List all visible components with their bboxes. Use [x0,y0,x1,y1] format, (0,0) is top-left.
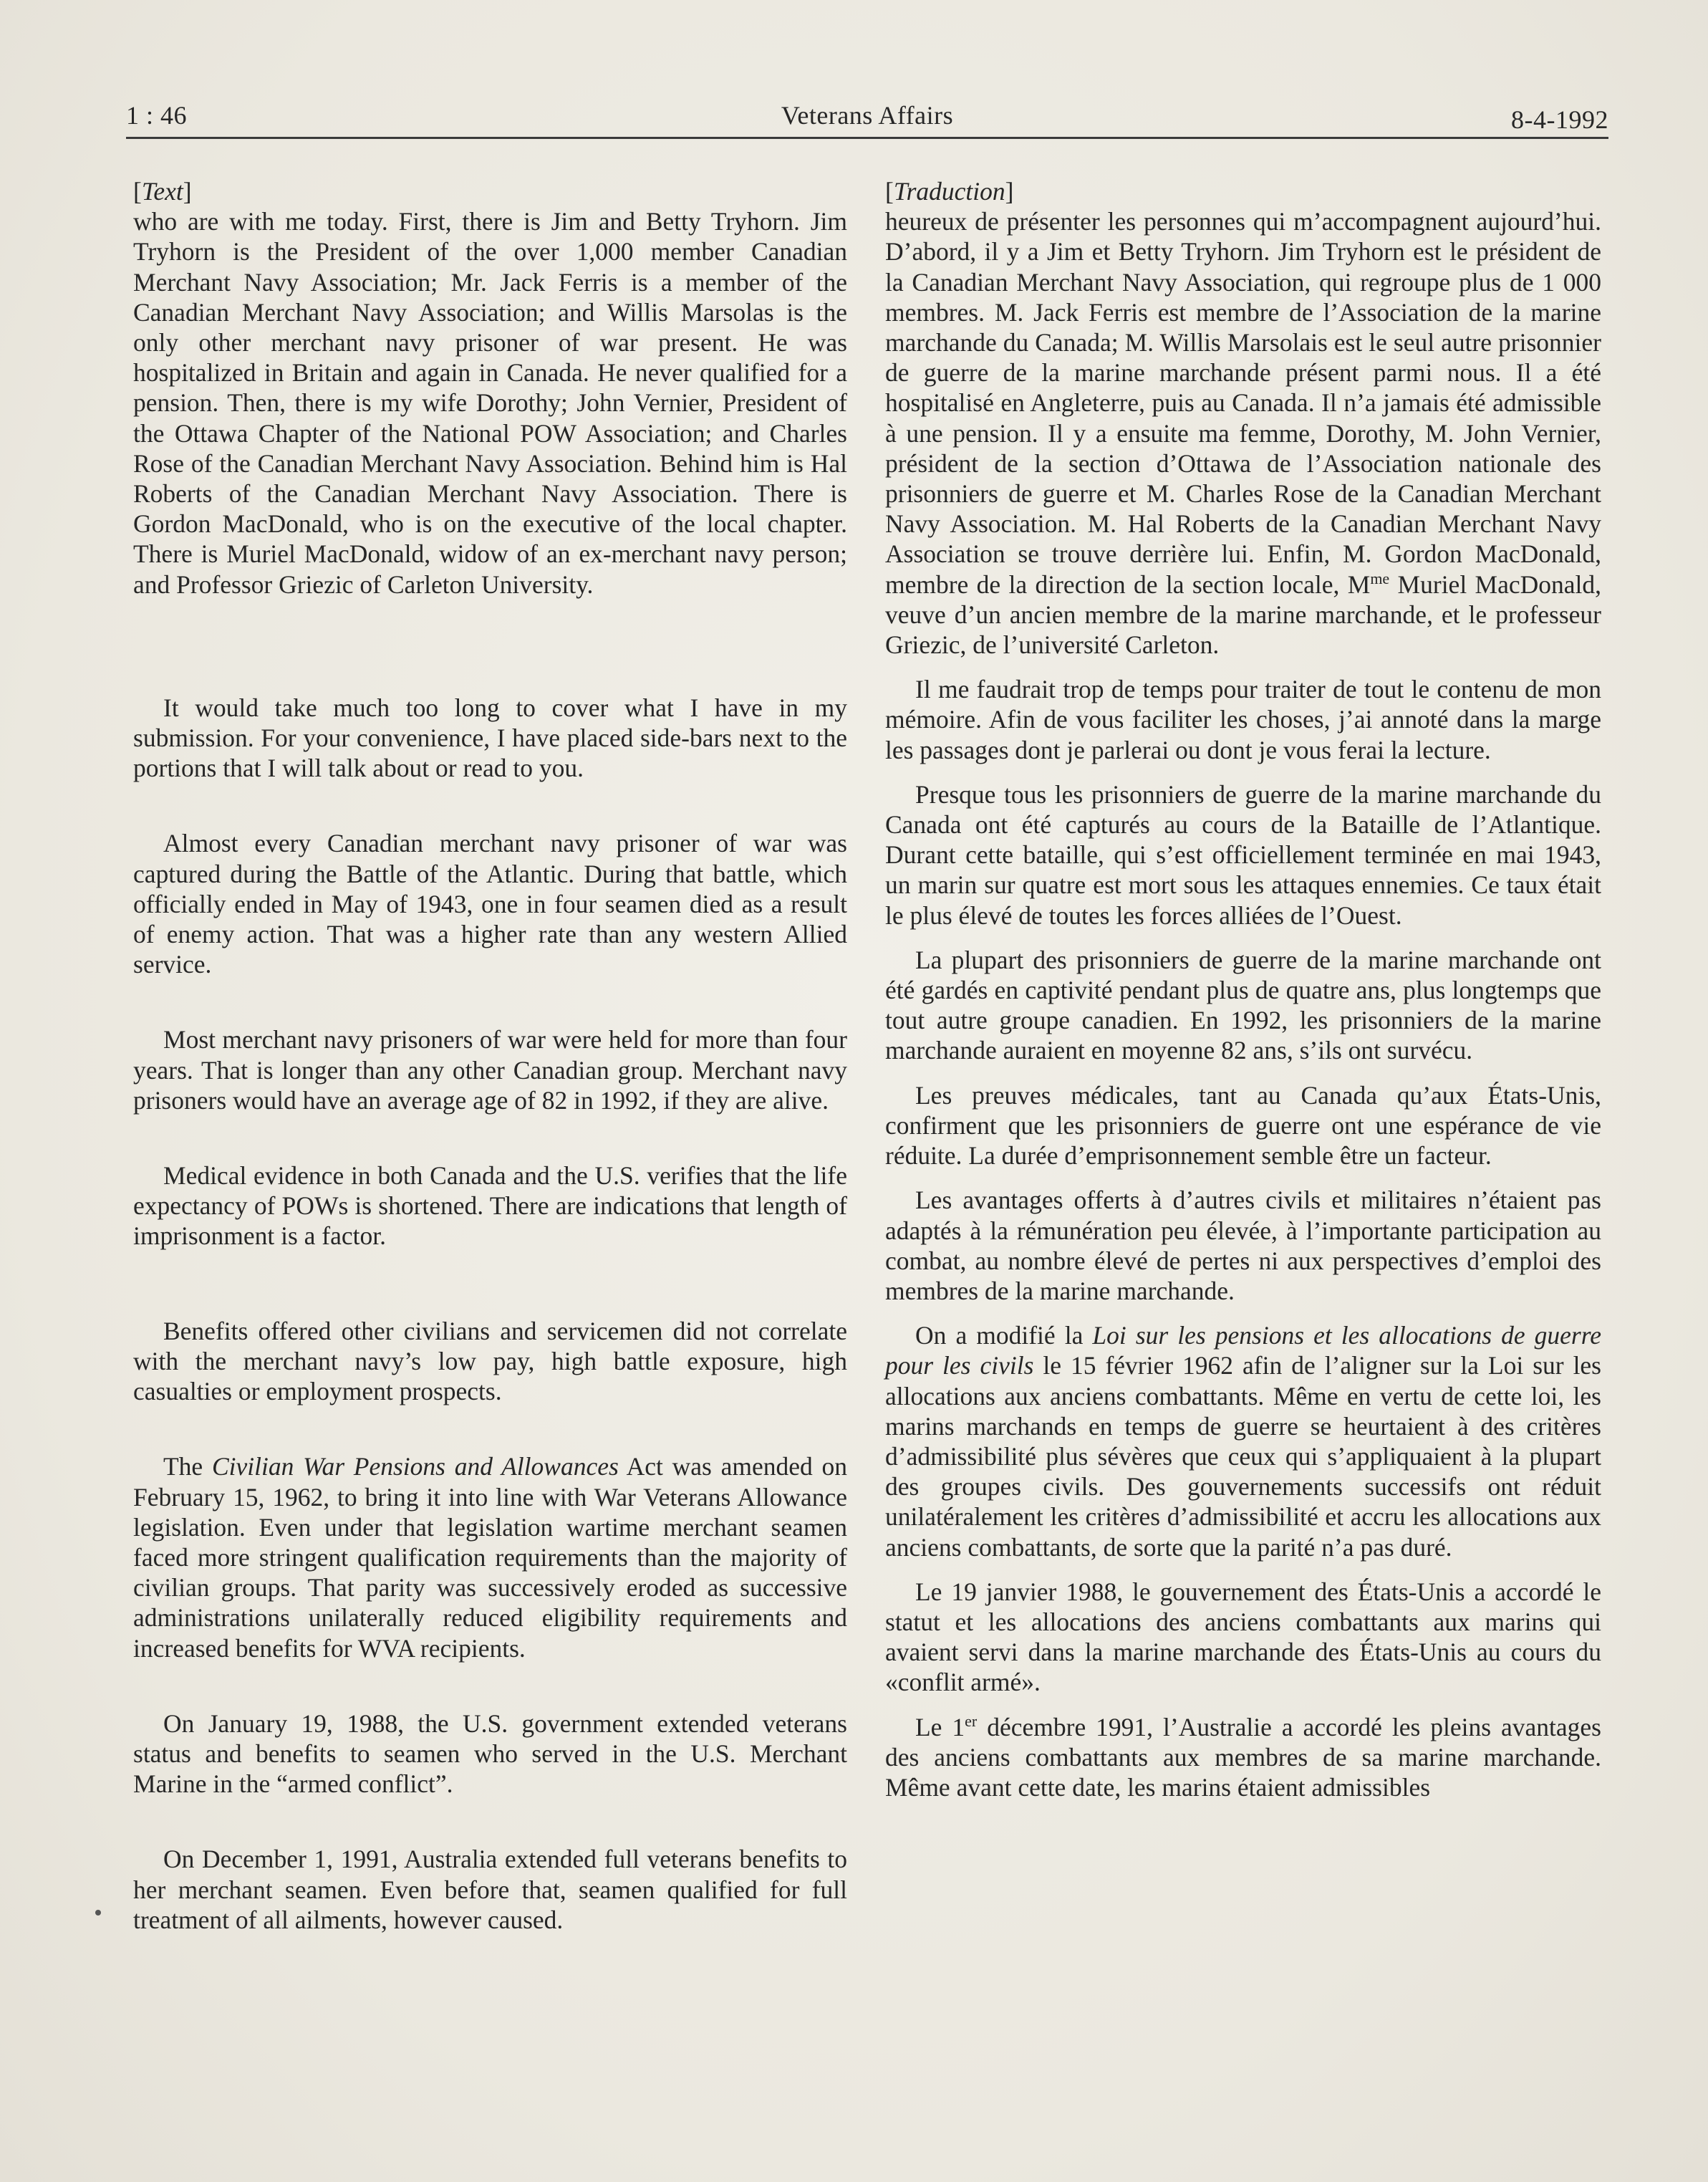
running-title: Veterans Affairs [781,101,954,130]
loi-title-italic: Loi sur les pensions et les allocations de guerre pour les civils [885,1321,1601,1380]
english-paragraph-4: Most merchant navy prisoners of war were held for more than four years. That is longer than any other Canadian group. Merchant navy prisoners would have an average age of 82 in 1992, if they are alive. [133,1025,847,1115]
french-paragraph-1: heureux de présenter les personnes qui m’accompagnent aujourd’hui. D’abord, il y a Jim et Betty Tryhorn. Jim Tryhorn est le président de la Canadian Merchant Navy Association, qui regroupe plus de 1 000 membres. M. Jack Ferris est membre de l’Association de la marine marchande du Canada; M. Willis Marsolais est le seul autre prisonnier de guerre de la marine marchande présent parmi nous. Il a été hospitalisé en Angleterre, puis au Canada. Il n’a jamais été admissible à une pension. Il y a ensuite ma femme, Dorothy, M. John Vernier, président de la section d’Ottawa de l’Association nationale des prisonniers de guerre et M. Charles Rose de la Canadian Merchant Navy Association. M. Hal Roberts de la Canadian Merchant Navy Association se trouve derrière lui. Enfin, M. Gordon MacDonald, membre de la direction de la section locale, $M^{me}$ Muriel MacDonald, veuve d’un ancien membre de la marine marchande, et le professeur Griezic, de l’université Carleton. [885,207,1601,660]
french-paragraph-5: Les preuves médicales, tant au Canada qu’aux États-Unis, confirment que les prisonniers de guerre ont une espérance de vie réduite. La durée d’emprisonnement semble être un facteur. [885,1080,1601,1171]
french-paragraph-6: Les avantages offerts à d’autres civils et militaires n’étaient pas adaptés à la rémunération peu élevée, à l’importante participation au combat, au nombre élevé de pertes ni aux perspectives d’emploi des membres de la marine marchande. [885,1186,1601,1305]
french-column [885,176,1601,1802]
english-paragraph-7: The Civilian War Pensions and Allowances Act was amended on February 15, 1962, to bring it into line with War Veterans Allowance legislation. Even under that legislation wartime merchant seamen faced more stringent qualification requirements than the majority of civilian groups. That parity was successively eroded as successive administrations unilaterally reduced eligibility requirements and increased benefits for WVA recipients. [133,1452,847,1663]
french-paragraph-7: On a modifié la Loi sur les pensions et les allocations de guerre pour les civils le 15 février 1962 afin de l’aligner sur la Loi sur les allocations aux anciens combattants. Même en vertu de cette loi, les marins marchands en temps de guerre se heurtaient à des critères d’admissibilité plus sévères que ceux qui s’appliquaient à la plupart des groupes civils. Des gouvernements successifs ont réduit unilatéralement les critères d’admissibilité et accru les allocations aux anciens combattants, de sorte que la parité n’a pas duré. [885,1321,1601,1562]
margin-dot [95,1910,101,1916]
french-paragraph-3: Presque tous les prisonniers de guerre de la marine marchande du Canada ont été capturés au cours de la Bataille de l’Atlantique. Durant cette bataille, qui s’est officiellement terminée en mai 1943, un marin sur quatre est mort sous les attaques ennemies. Ce taux était le plus élevé de toutes les forces alliées de l’Ouest. [885,779,1601,930]
english-column-label: [Text] [133,177,192,206]
english-paragraph-6: Benefits offered other civilians and servicemen did not correlate with the merchant navy’s low pay, high battle exposure, high casualties or employment prospects. [133,1316,847,1406]
french-paragraph-2: Il me faudrait trop de temps pour traiter de tout le contenu de mon mémoire. Afin de vous faciliter les choses, j’ai annoté dans la marge les passages dont je parlerai ou dont je vous ferai la lecture. [885,675,1601,764]
page-header [126,100,1608,138]
english-paragraph-1: who are with me today. First, there is Jim and Betty Tryhorn. Jim Tryhorn is the President of the over 1,000 member Canadian Merchant Navy Association; Mr. Jack Ferris is a member of the Canadian Merchant Navy Association; and Willis Marsolas is the only other merchant navy prisoner of war present. He was hospitalized in Britain and again in Canada. He never qualified for a pension. Then, there is my wife Dorothy; John Vernier, President of the Ottawa Chapter of the National POW Association; and Charles Rose of the Canadian Merchant Navy Association. Behind him is Hal Roberts of the Canadian Merchant Navy Association. There is Gordon MacDonald, who is on the executive of the local chapter. There is Muriel MacDonald, widow of an ex-merchant navy person; and Professor Griezic of Carleton University. [133,207,847,599]
french-paragraph-8: Le 19 janvier 1988, le gouvernement des États-Unis a accordé le statut et les allocations des anciens combattants aux marins qui avaient servi dans la marine marchande des États-Unis au cours du «conflit armé». [885,1577,1601,1697]
english-paragraph-8: On January 19, 1988, the U.S. government extended veterans status and benefits to seamen who served in the U.S. Merchant Marine in the “armed conflict”. [133,1708,847,1799]
french-paragraph-9: Le 1er décembre 1991, l’Australie a accordé les pleins avantages des anciens combattants aux membres de sa marine marchande. Même avant cette date, les marins étaient admissibles [885,1711,1601,1802]
page-number: 1 : 46 [126,101,188,130]
act-title-italic: Civilian War Pensions and Allowances [211,1452,619,1481]
french-paragraph-4: La plupart des prisonniers de guerre de la marine marchande ont été gardés en captivité pendant plus de quatre ans, plus longtemps que tout autre groupe canadien. En 1992, les prisonniers de la marine marchande auraient en moyenne 82 ans, s’ils ont survécu. [885,945,1601,1065]
english-paragraph-3: Almost every Canadian merchant navy prisoner of war was captured during the Battle of the Atlantic. During that battle, which officially ended in May of 1943, one in four seamen died as a result of enemy action. That was a higher rate than any western Allied service. [133,829,847,979]
french-column-label: [Traduction] [885,177,1014,206]
english-paragraph-2: It would take much too long to cover what I have in my submission. For your convenience, I have placed side-bars next to the portions that I will talk about or read to you. [133,693,847,783]
english-paragraph-5: Medical evidence in both Canada and the U.S. verifies that the life expectancy of POWs is shortened. There are indications that length of imprisonment is a factor. [133,1161,847,1251]
header-rule [126,137,1608,139]
english-paragraph-9: On December 1, 1991, Australia extended full veterans benefits to her merchant seamen. Even before that, seamen qualified for full treatment of all ailments, however caused. [133,1845,847,1934]
english-column [133,176,847,1935]
page-date: 8-4-1992 [1511,105,1608,134]
